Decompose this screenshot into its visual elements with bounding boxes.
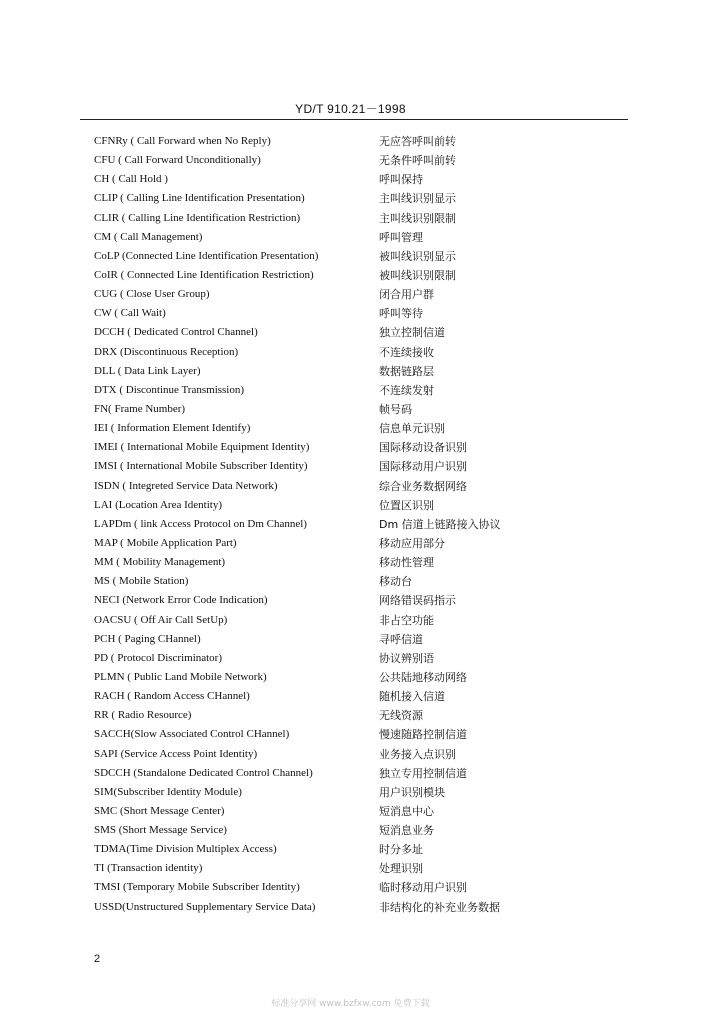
abbreviation-term: MS ( Mobile Station) <box>94 575 189 588</box>
glossary-row <box>0 132 701 151</box>
abbreviation-term: PLMN ( Public Land Mobile Network) <box>94 670 267 683</box>
abbreviation-term: SAPI (Service Access Point Identity) <box>94 747 258 760</box>
chinese-term: 主叫线识别限制 <box>379 211 456 225</box>
chinese-term: 主叫线识别显示 <box>379 192 456 206</box>
abbreviation-term: DCCH ( Dedicated Control Channel) <box>94 326 258 339</box>
abbreviation-term: SACCH(Slow Associated Control CHannel) <box>94 728 290 741</box>
glossary-row <box>0 400 701 419</box>
abbreviation-term: ISDN ( Integreted Service Data Network) <box>94 479 278 492</box>
abbreviation-term: DTX ( Discontinue Transmission) <box>94 383 245 396</box>
glossary-row <box>0 247 701 266</box>
glossary-row <box>0 745 701 764</box>
chinese-term: 被叫线识别限制 <box>379 268 456 282</box>
glossary-row <box>0 496 701 515</box>
abbreviation-term: CW ( Call Wait) <box>94 307 166 320</box>
chinese-term: 移动台 <box>379 575 412 589</box>
abbreviation-term: MAP ( Mobile Application Part) <box>94 536 237 549</box>
abbreviation-term: IEI ( Information Element Identify) <box>94 422 251 435</box>
abbreviation-term: CoIR ( Connected Line Identification Restriction) <box>94 268 314 281</box>
abbreviation-term: LAPDm ( link Access Protocol on Dm Channel) <box>94 517 307 530</box>
chinese-term: 无条件呼叫前转 <box>379 154 456 168</box>
chinese-term: 位置区识别 <box>379 498 434 512</box>
chinese-term: 呼叫等待 <box>379 307 423 321</box>
abbreviation-term: DLL ( Data Link Layer) <box>94 364 201 377</box>
glossary-row <box>0 878 701 897</box>
chinese-term: 闭合用户群 <box>379 288 434 302</box>
chinese-term: 业务接入点识别 <box>379 747 456 761</box>
abbreviation-term: CFU ( Call Forward Unconditionally) <box>94 154 261 167</box>
glossary-row <box>0 898 701 917</box>
chinese-term: 移动应用部分 <box>379 536 445 550</box>
abbreviation-term: DRX (Discontinuous Reception) <box>94 345 239 358</box>
glossary-row <box>0 457 701 476</box>
abbreviation-term: RR ( Radio Resource) <box>94 709 192 722</box>
abbreviation-term: OACSU ( Off Air Call SetUp) <box>94 613 228 626</box>
glossary-row <box>0 706 701 725</box>
chinese-term: 随机接入信道 <box>379 690 445 704</box>
glossary-row <box>0 151 701 170</box>
abbreviation-term: SMS (Short Message Service) <box>94 824 227 837</box>
glossary-row <box>0 630 701 649</box>
abbreviation-term: CLIP ( Calling Line Identification Presentation) <box>94 192 305 205</box>
glossary-row <box>0 821 701 840</box>
chinese-term: 独立控制信道 <box>379 326 445 340</box>
chinese-term: 网络错误码指示 <box>379 594 456 608</box>
abbreviation-term: IMEI ( International Mobile Equipment Identity) <box>94 441 310 454</box>
abbreviation-term: CM ( Call Management) <box>94 230 203 243</box>
glossary-row <box>0 228 701 247</box>
glossary-row <box>0 572 701 591</box>
chinese-term: 不连续发射 <box>379 383 434 397</box>
glossary-row <box>0 802 701 821</box>
glossary-row <box>0 343 701 362</box>
chinese-term: 呼叫保持 <box>379 173 423 187</box>
chinese-term: 综合业务数据网络 <box>379 479 467 493</box>
chinese-term: 时分多址 <box>379 843 423 857</box>
abbreviation-term: NECI (Network Error Code Indication) <box>94 594 268 607</box>
page-number: 2 <box>94 953 101 965</box>
abbreviation-term: PCH ( Paging CHannel) <box>94 632 201 645</box>
chinese-term: Dm 信道上链路接入协议 <box>379 517 501 531</box>
abbreviation-term: CUG ( Close User Group) <box>94 288 210 301</box>
abbreviation-term: PD ( Protocol Discriminator) <box>94 651 223 664</box>
glossary-row <box>0 477 701 496</box>
chinese-term: 无应答呼叫前转 <box>379 135 456 148</box>
abbreviation-term: MM ( Mobility Management) <box>94 556 226 569</box>
chinese-term: 处理识别 <box>379 862 423 876</box>
glossary-row <box>0 611 701 630</box>
glossary-row <box>0 840 701 859</box>
chinese-term: 寻呼信道 <box>379 632 423 646</box>
abbreviation-term: CLIR ( Calling Line Identification Restriction) <box>94 211 301 224</box>
abbreviation-term: LAI (Location Area Identity) <box>94 498 222 511</box>
glossary-row <box>0 783 701 802</box>
chinese-term: 无线资源 <box>379 709 423 723</box>
glossary-row <box>0 515 701 534</box>
glossary-row <box>0 438 701 457</box>
glossary-row <box>0 591 701 610</box>
chinese-term: 短消息业务 <box>379 824 434 838</box>
chinese-term: 公共陆地移动网络 <box>379 670 467 684</box>
abbreviation-term: SDCCH (Standalone Dedicated Control Channel) <box>94 766 313 779</box>
glossary-row <box>0 419 701 438</box>
abbreviation-term: TMSI (Temporary Mobile Subscriber Identity) <box>94 881 300 894</box>
glossary-row <box>0 362 701 381</box>
glossary-row <box>0 553 701 572</box>
glossary-row <box>0 323 701 342</box>
abbreviation-term: IMSI ( International Mobile Subscriber Identity) <box>94 460 308 473</box>
glossary-row <box>0 668 701 687</box>
chinese-term: 不连续接收 <box>379 345 434 359</box>
abbreviation-term: SMC (Short Message Center) <box>94 804 225 817</box>
abbreviation-term: TDMA(Time Division Multiplex Access) <box>94 843 277 856</box>
chinese-term: 移动性管理 <box>379 556 434 570</box>
chinese-term: 国际移动设备识别 <box>379 441 467 455</box>
glossary-row <box>0 534 701 553</box>
chinese-term: 信息单元识别 <box>379 422 445 436</box>
abbreviation-list <box>0 132 701 917</box>
chinese-term: 被叫线识别显示 <box>379 249 456 263</box>
glossary-row <box>0 266 701 285</box>
chinese-term: 用户识别模块 <box>379 785 445 799</box>
glossary-row <box>0 381 701 400</box>
glossary-row <box>0 725 701 744</box>
glossary-row <box>0 285 701 304</box>
chinese-term: 国际移动用户识别 <box>379 460 467 474</box>
glossary-row <box>0 649 701 668</box>
chinese-term: 数据链路层 <box>379 364 434 378</box>
glossary-row <box>0 764 701 783</box>
glossary-row <box>0 209 701 228</box>
chinese-term: 短消息中心 <box>379 804 434 818</box>
chinese-term: 非占空功能 <box>379 613 434 627</box>
abbreviation-term: CH ( Call Hold ) <box>94 173 168 186</box>
watermark: 标准分享网 www.bzfxw.com 免费下载 <box>271 999 430 1009</box>
abbreviation-term: TI (Transaction identity) <box>94 862 203 875</box>
abbreviation-term: USSD(Unstructured Supplementary Service Data) <box>94 900 316 913</box>
abbreviation-term: SIM(Subscriber Identity Module) <box>94 785 242 798</box>
abbreviation-term: RACH ( Random Access CHannel) <box>94 690 250 703</box>
chinese-term: 帧号码 <box>379 402 412 416</box>
chinese-term: 协议辨别语 <box>379 651 434 665</box>
header-rule <box>80 119 628 120</box>
glossary-row <box>0 189 701 208</box>
chinese-term: 独立专用控制信道 <box>379 766 467 780</box>
abbreviation-term: CoLP (Connected Line Identification Presentation) <box>94 249 319 262</box>
chinese-term: 非结构化的补充业务数据 <box>379 900 500 914</box>
glossary-row <box>0 687 701 706</box>
glossary-row <box>0 304 701 323</box>
glossary-row <box>0 170 701 189</box>
abbreviation-term: CFNRy ( Call Forward when No Reply) <box>94 135 271 147</box>
glossary-row <box>0 859 701 878</box>
chinese-term: 呼叫管理 <box>379 230 423 244</box>
abbreviation-term: FN( Frame Number) <box>94 402 186 415</box>
document-header: YD/T 910.21－1998 <box>295 102 406 116</box>
chinese-term: 慢速随路控制信道 <box>379 728 467 742</box>
chinese-term: 临时移动用户识别 <box>379 881 467 895</box>
